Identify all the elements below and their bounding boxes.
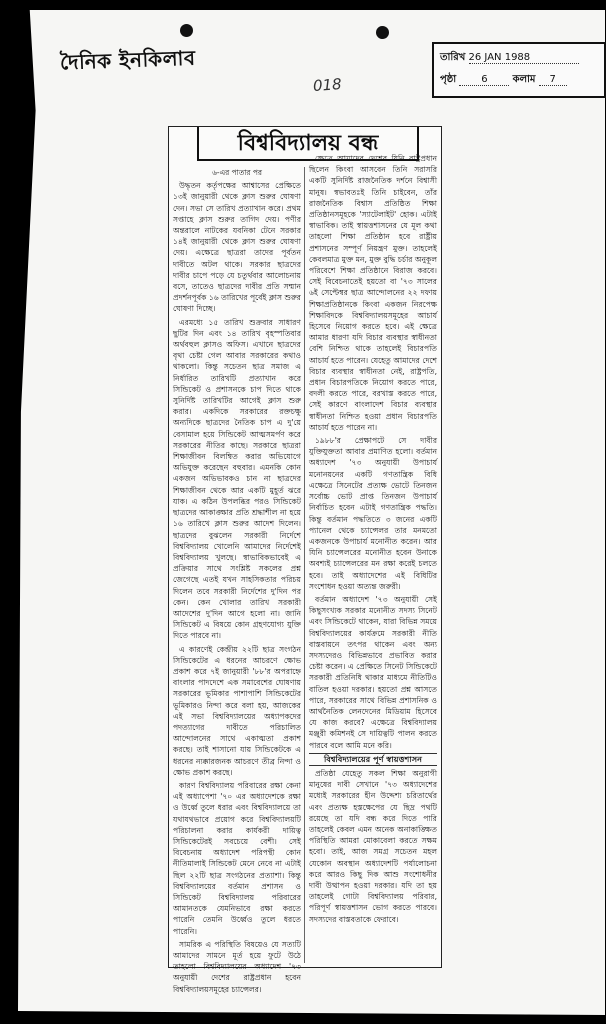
page-mark: 018 [312, 75, 343, 95]
stamp-date-value: 26 JAN 1988 [469, 52, 579, 64]
stamp-date-row [440, 50, 579, 67]
stamp-page-row [440, 72, 567, 89]
article-paragraph: বর্তমান অধ্যাদেশ '৭৩ অনুযায়ী সেই কিছুসংখ্যক সরকার মনোনীত সদস্য সিনেট এবং সিন্ডিকেটে থাকেন, যারা বিভিন্ন সময়ে বিশ্ববিদ্যালয়ের কার্যক্রমে সরকারী নীতি বাস্তবায়নে তৎপর থাকেন এবং অন্য সদস্যদেরও বিভিন্নভাবে প্রভাবিত করার চেষ্টা করেন। এ প্রেক্ষিতে সিনেট সিন্ডিকেটে সরকারী প্রতিনিধি থাকার মাধ্যমে নীতিটিও বাতিল হওয়া দরকার। হয়তো প্রশ্ন আসতে পারে, সরকারের সাথে বিভিন্ন প্রশাসনিক ও আর্থনৈতিক লেনদেনের মিডিয়াম হিসেবে যে কাজ করবে? এক্ষেত্রে বিশ্ববিদ্যালয় মঞ্জুরী কমিশনই সে দায়িত্বটি পালন করতে পারবে বলে আমি মনে করি। [309, 594, 437, 750]
punch-hole-right [376, 26, 389, 39]
punch-hole-left [180, 24, 193, 37]
article-column-left [173, 167, 301, 994]
article-column-right [309, 153, 437, 963]
article-paragraph: ক্ষেত্রে আমাদের দেশের যিনি রাষ্ট্রপ্রধান ছিলেন কিংবা আসবেন তিনি সরাসরি একটি সুনির্দিষ্ট রাজনৈতিক দর্শনে বিশ্বাসী মানুষ। স্বভাবতঃই তিনি চাইবেন, তাঁর রাজনৈতিক বিশ্বাস প্রতিষ্ঠিত শিক্ষা প্রতিষ্ঠানসমূহকে 'স্যাটেলাইট' হোক। এটাই স্বাভাবিক। তাই স্বায়ত্তশাসনের যে মূল কথা তাহলো শিক্ষা প্রতিষ্ঠান হবে রাষ্ট্রীয় প্রশাসনের সম্পূর্ণ নিয়ন্ত্রণ মুক্ত। তাহলেই কেবলমাত্র মুক্ত মন, মুক্ত বুদ্ধি চর্চার অনুকূল পরিবেশে শিক্ষা প্রতিষ্ঠানে বিরাজ করবে। সেই বিবেচনাতেই হয়তো বা '৭৩ সালের ৬ই সেপ্টেম্বর ছাত্র আন্দোলনের ২২ দফায় শিক্ষাপ্রতিষ্ঠানকে কিংবা একজন নিরপেক্ষ শিক্ষাবিদকে বিশ্ববিদ্যালয়সমূহের আচার্য হিসেবে নিয়োগ করতে হবে। এই ক্ষেত্রে আমার ধারণা যদি বিচার ব্যবস্থার স্বাধীনতা বেশি নিশ্চিত থাকে তাহলেই বিচারপতি আচার্য হতে পারেন। যেহেতু আমাদের দেশে বিচার ব্যবস্থার স্বাধীনতা নেই, রাষ্ট্রপতি, প্রধান বিচারপতিকে নিয়োগ করতে পারে, বদলী করতে পারে, বরখাস্ত করতে পারে, সেই কারণে বাংলাদেশ বিচার ব্যবস্থার স্বাধীনতা নিশ্চিত হওয়া প্রধান বিচারপতি আচার্য হতে পারেন না। [309, 154, 437, 432]
article-paragraph: কারণ বিশ্ববিদ্যালয় পরিবারের রক্ষা কেনা এই অধ্যাপেশা '৭০ এর অধ্যাদেশকে রক্ষা ও উর্ধ্বে তুলে ধরার এবং বিশ্ববিদ্যালয়ে তা যথাযথভাবে প্রয়োগ করে বিশ্ববিদ্যালয়টি পরিচালনা করার কার্যকরী দায়িত্ব সিন্ডিকেটেরই সবচেয়ে বেশী। সেই বিবেচনায় অধ্যাদেশ পরিপন্থী কোন নীতিমালাই সিন্ডিকেট মেনে নেবে না এটাই ছিল ২২টি ছাত্র সংগঠনের প্রত্যাশা। কিন্তু বিশ্ববিদ্যালয়ের বর্তমান প্রশাসন ও সিন্ডিকেট বিশ্ববিদ্যালয় পরিবারের আমানতকে যেমনিভাবে রক্ষা করতে পারেনি তেমনি উর্ধ্বেও তুলে ধরতে পারেনি। [173, 780, 301, 936]
article-paragraph: সামরিক এ পরিস্থিতি বিষয়েও যে সত্যটি আমাদের সামনে মূর্ত হয়ে ফুটে উঠে তাহলো বিশ্ববিদ্যালয়ের অধ্যাদেশ '৭৩ অনুযায়ী দেশের রাষ্ট্রপ্রধান হবেন বিশ্ববিদ্যালয়সমূহের চ্যান্সেলর। [173, 939, 301, 994]
article-clipping [168, 126, 442, 994]
stamp-column-value: 7 [539, 74, 567, 86]
stamp-column-label: কলাম [512, 74, 536, 85]
article-paragraph: ১৯৮৮'র প্রেক্ষাপটে সে দাবীর যুক্তিযুক্ততা আবার প্রমাণিত হলো। বর্তমান অধ্যাদেশ '৭৩ অনুযায়ী উপাচার্য মনোনয়নের একটি গণতান্ত্রিক বিধি এক্ষেত্রে সিনেটের প্রত্যক্ষ ভোটে তিনজন সর্বোচ্চ ভোট প্রাপ্ত তিনজন উপাচার্য নির্বাচিত হবেন এটাই গণতান্ত্রিক পদ্ধতি। কিন্তু বর্তমান পদ্ধতিতে ৩ জনের একটি প্যানেল থেকে চ্যান্সেলর তার মনমতো একজনকে উপাচার্য মনোনীত করেন। আর যিনি চ্যান্সেলরের মনোনীত হবেন উনাকে অবশ্যই চ্যান্সেলরের মন রক্ষা করেই চলতে হবে। তাই অধ্যাদেশের এই বিধিটির সংশোধন হওয়া অত্যন্ত জরুরী। [309, 436, 437, 591]
stamp-page-value: 6 [459, 74, 509, 86]
stamp-date-label: তারিখ [440, 52, 466, 63]
continued-from-note: ৬-এর পাতার পর [212, 168, 262, 177]
article-paragraph: উদ্ধৃতন কর্তৃপক্ষের আশ্বাসের প্রেক্ষিতে ১৩ই জানুয়ারী থেকে ক্লাস শুরুর ঘোষণা দেন। সভা সে তারিখ প্রত্যাখান করে। প্রথম সপ্তাহে ক্লাস শুরুর তাগিদ দেয়। পণীর অন্তরালে নাটকের যবনিকা টেনে সরকার ১৪ই জানুয়ারী থেকে ক্লাস শুরুর ঘোষণা দেয়। এক্ষেত্রে ছাত্ররা তাদের পূর্বতন দাবীতে অটল থাকে। সরকার ছাত্রদের দাবীর চাপে পড়ে যে চতুর্থবার আলোচনায় বসে, তাতেও ছাত্রদের দাবীর প্রতি সম্মান প্রদর্শনপূর্বক ১৬ তারিখের পূর্বেই ক্লাস শুরুর ঘোষণা দিচ্ছে। [173, 181, 301, 314]
article-paragraph: এরমধ্যে ১৫ তারিখ শুক্রবার সাধারণ ছুটির দিন এবং ১৪ তারিখ বৃহস্পতিবার অর্থবহুল ক্লাসও অফিস। এখানে ছাত্রদের বৃথা চেষ্টা গেল আবার সরকারের কথাও থাকলো। কিন্তু সচেতন ছাত্র সমাজ এ নির্ধারিত তারিখটি প্রত্যাখান করে সিন্ডিকেট ও প্রশাসনকে চাপ দিতে থাকে সুনির্দিষ্ট তারিখটির আগেই ক্লাস শুরু করার। একদিকে সরকারের রক্তচক্ষু অন্যদিকে ছাত্রদের নৈতিক চাপ এ দু'য়ে বেসামাল হয়ে সিন্ডিকেট আত্মসমর্পণ করে সরকারের নীতির কাছে। সরকারে ছাত্ররা শিক্ষাজীবন বিলম্বিত করার অভিযোগে অভিযুক্ত করেছেন বহুবার। এমনকি কোন একজন অভিভাবকও চান না ছাত্রদের শিক্ষাজীবন থেকে আর একটি মুহূর্ত ঝরে যাক। এ কঠিন উপলব্ধির পরও সিন্ডিকেট ছাত্রদের আকাঙ্ক্ষার প্রতি শ্রদ্ধাশীল না হয়ে ১৬ তারিখে ক্লাস শুরুর আদেশ দিলেন। ছাত্রদের বুঝলেন সরকারী নির্দেশে বিশ্ববিদ্যালয় খোলেনি আমাদের নির্দেশেই বিশ্ববিদ্যালয় খুলছে। স্বাভাবিকভাবেই এ প্রক্রিয়ার সাথে সংশ্লিষ্ট সকলের প্রশ্ন জেগেছে এতই যখন সাহসিকতার পরিচয় দিলেন তবে সরকারী নির্দেশের দু'দিন পর কেন। কেন খোলার তারিখ সরকারী আদেশের দু'দিন আগে হলো না। জানি সিন্ডিকেট এ বিষয়ে কোন গ্রহণযোগ্য যুক্তি দিতে পারবে না। [173, 317, 301, 641]
article-paragraph: এ কারণেই কেন্দ্রীয় ২২টি ছাত্র সংগঠন সিন্ডিকেটের এ ধরনের আচরণে ক্ষোভ প্রকাশ করে ৭ই জানুয়ারী '৮৮'র অপরাহ্নে বাংলার পাদদেশে এক সমাবেশের ঘোষণায় সরকারের ভূমিকার পাশাপাশি সিন্ডিকেটের ভূমিকারও নিন্দা করে বলা হয়, আজকের এই সভা বিশ্ববিদ্যালয়ের অধ্যাপকদের পদত্যাগের দাবীতে পরিচালিত আন্দোলনের সাথে একাত্মতা প্রকাশ করছে। তাই শাসানো যায় সিন্ডিকেটকে এ ধরনের ন্যক্কারজনক আচরণে তীব্র নিন্দা ও ক্ষোভ প্রকাশ করছে। [173, 644, 301, 777]
newspaper-name: দৈনিক ইনকিলাব [59, 45, 196, 75]
article-paragraph: প্রতিষ্ঠা যেহেতু সকল শিক্ষা অনুরাগী মানুষের দাবী সেখানে '৭৩ অধ্যাদেশের মধ্যেই সরকারের হীন উদ্দেশ্য চরিতার্থের এবং প্রত্যক্ষ হস্তক্ষেপের যে ছিদ্র পথটি রয়েছে তা যদি বন্ধ করে দিতে পারি তাহলেই কেবল এমন অনেক অনাকাঙ্ক্ষিত পরিস্থিতি আমরা মোকাবেলা করতে সক্ষম হবো। তাই, আজ সমগ্র সচেতন মহল যেকোন অবস্থান অধ্যাদেশটি পর্যালোচনা করে আরও কিছু দিক আশু সংশোধনীর দাবী উত্থাপন হওয়া দরকার। যদি তা হয় তাহলেই গোটা বিশ্ববিদ্যালয় পরিবার, পরিপূর্ণ স্বায়ত্তশাসন ভোগ করতে পারবে। সদস্যদের বাস্তবতাকে ফেরাবে। [309, 768, 437, 924]
article-headline: বিশ্ববিদ্যালয় বন্ধ [197, 127, 419, 161]
column-divider [304, 167, 305, 963]
stamp-page-label: পৃষ্ঠা [440, 74, 457, 85]
article-subhead: বিশ্ববিদ্যালয়ের পূর্ণ স্বায়ত্তশাসন [309, 753, 437, 766]
date-stamp [432, 42, 606, 98]
